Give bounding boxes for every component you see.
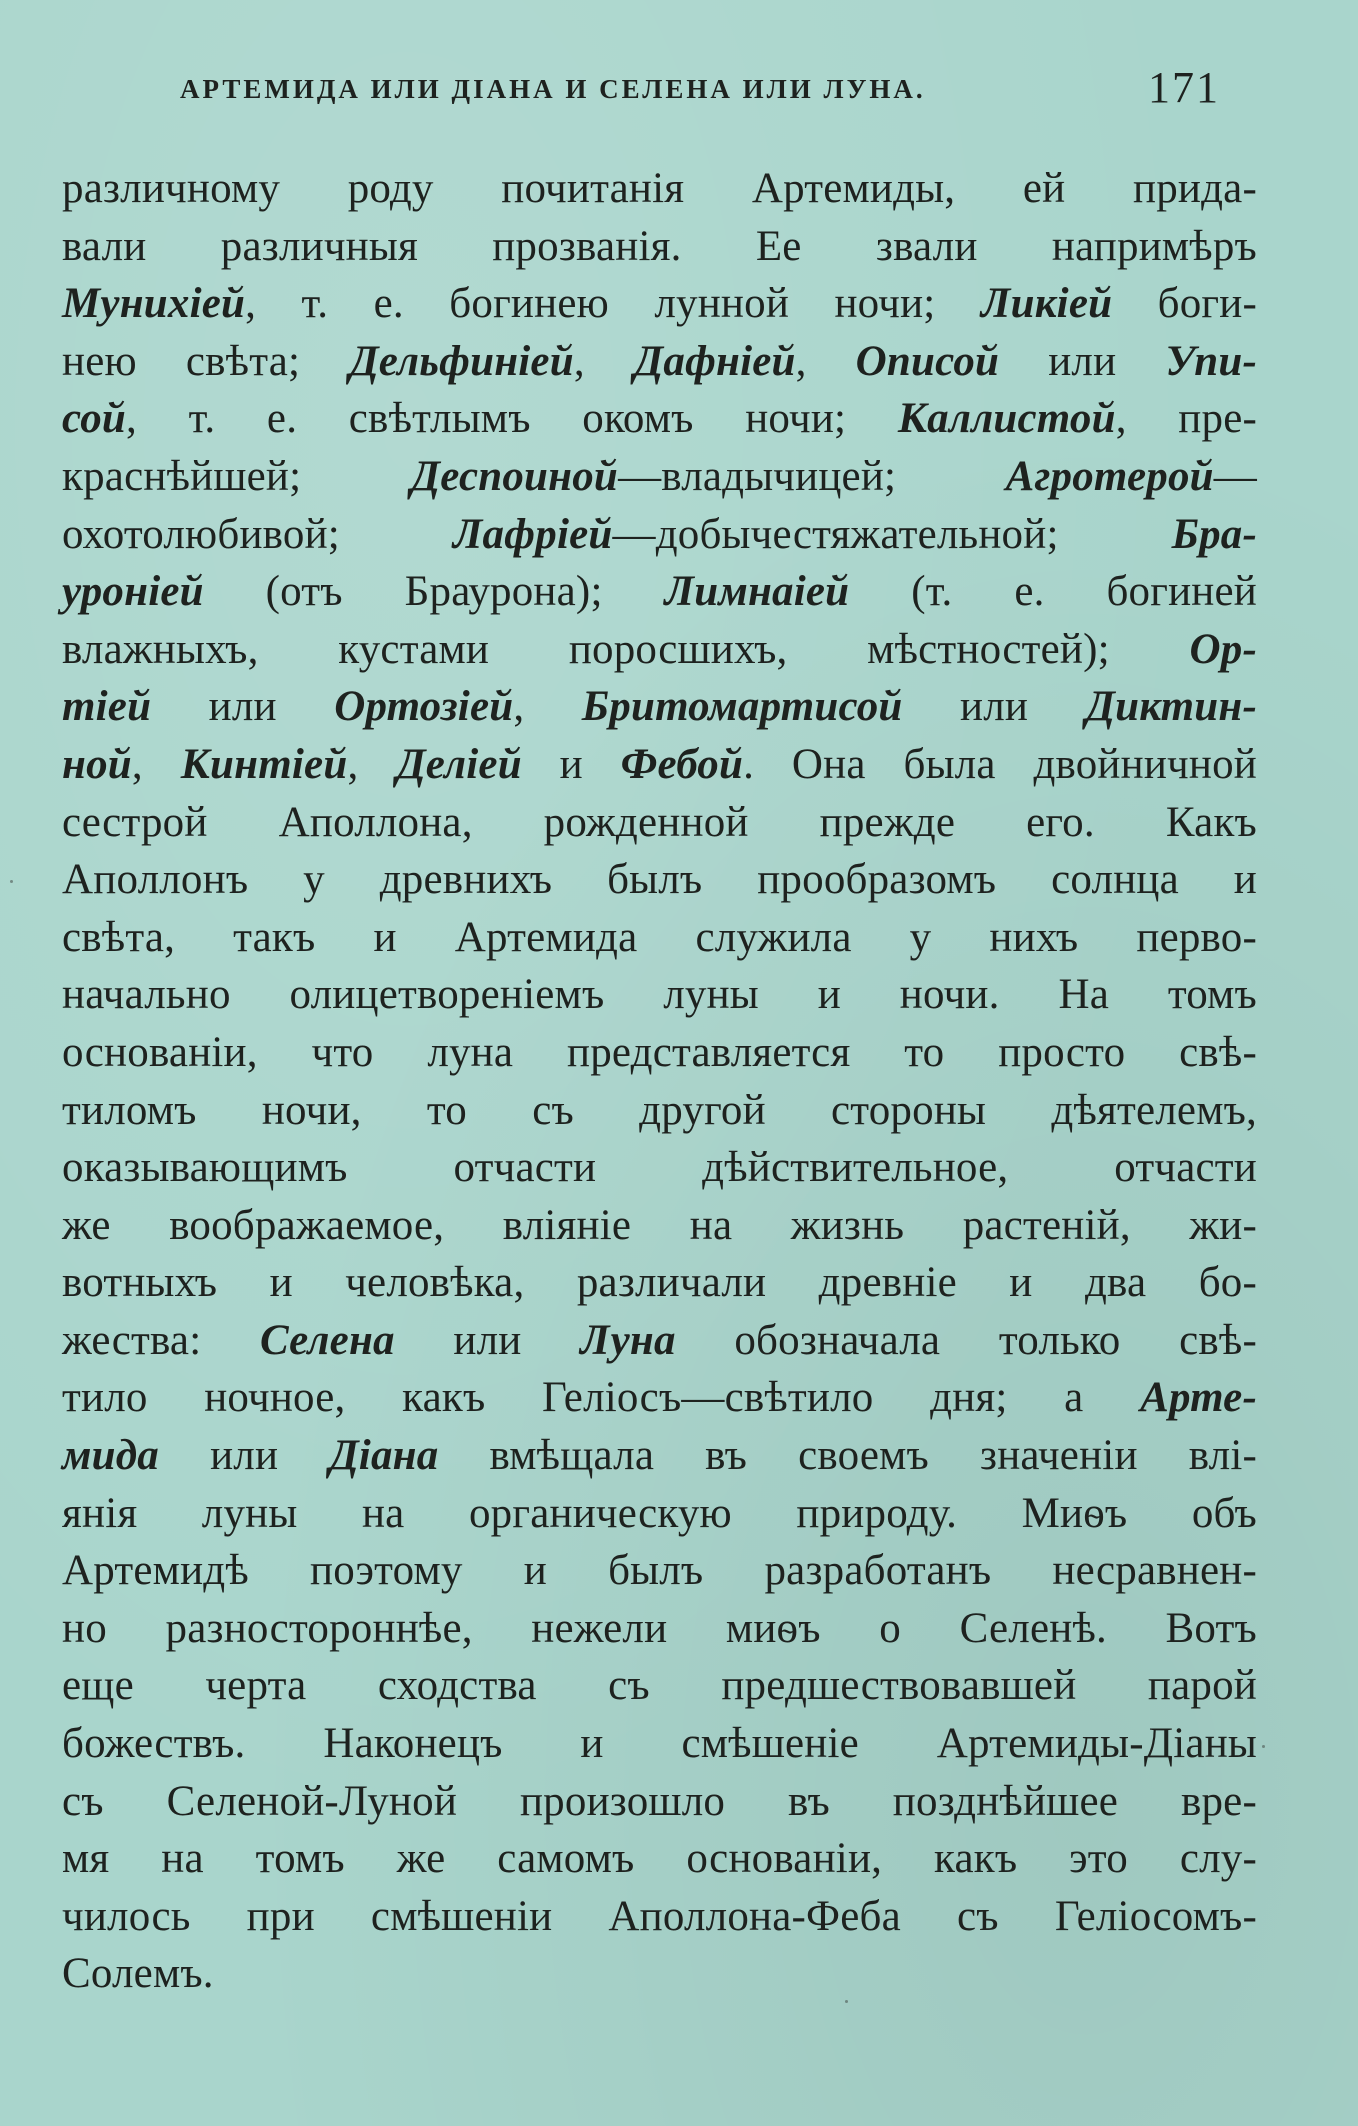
text-line: съ Селеной-Луной произошло въ позднѣйшее вре- <box>62 1777 1257 1825</box>
text-line: же воображаемое, вліяніе на жизнь растеній, жи- <box>62 1201 1257 1249</box>
page-number: 171 <box>1148 63 1220 112</box>
text-line: вотныхъ и человѣка, различали древніе и два бо- <box>62 1259 1257 1307</box>
text-line: нею свѣта; Дельфиніей, Дафніей, Описой или Упи- <box>62 337 1257 385</box>
text-line: различному роду почитанія Артемиды, ей прида- <box>62 165 1257 212</box>
text-line: божествъ. Наконецъ и смѣшеніе Артемиды-Діаны <box>62 1720 1257 1768</box>
text-line: влажныхъ, кустами поросшихъ, мѣстностей); Ор- <box>62 625 1257 673</box>
text-line: основаніи, что луна представляется то просто свѣ- <box>62 1028 1257 1076</box>
text-line: тіей или Ортозіей, Бритомартисой или Диктин- <box>62 683 1258 731</box>
text-line: янія луны на органическую природу. Миѳъ объ <box>62 1489 1257 1537</box>
text-line: тиломъ ночи, то съ другой стороны дѣятелемъ, <box>62 1086 1257 1134</box>
text-line: чилось при смѣшеніи Аполлона-Феба съ Геліосомъ- <box>62 1892 1257 1940</box>
running-head <box>60 62 1220 122</box>
text-line: жества: Селена или Луна обозначала только свѣ- <box>62 1316 1258 1364</box>
text-line: охотолюбивой; Лафріей—добычестяжательной; Бра- <box>62 510 1257 558</box>
text-line: оказывающимъ отчасти дѣйствительное, отчасти <box>62 1144 1257 1192</box>
text-line: мида или Діана вмѣщала въ своемъ значеніи влі- <box>62 1432 1257 1480</box>
text-line: сой, т. е. свѣтлымъ окомъ ночи; Каллистой, пре- <box>62 395 1258 443</box>
paper-speck <box>845 2000 848 2003</box>
text-line: свѣта, такъ и Артемида служила у нихъ перво- <box>62 913 1257 961</box>
text-line: тило ночное, какъ Геліосъ—свѣтило дня; а Арте- <box>62 1374 1257 1422</box>
running-head-title: АРТЕМИДА ИЛИ ДІАНА И СЕЛЕНА ИЛИ ЛУНА. <box>180 74 926 104</box>
text-line: вали различныя прозванія. Ее звали напримѣръ <box>62 222 1257 270</box>
text-line: краснѣйшей; Деспоиной—владычицей; Агротерой— <box>62 452 1257 500</box>
text-line: мя на томъ же самомъ основаніи, какъ это слу- <box>62 1835 1257 1883</box>
paper-speck <box>1262 1745 1265 1748</box>
text-line: Аполлонъ у древнихъ былъ прообразомъ солнца и <box>62 856 1257 904</box>
text-line: еще черта сходства съ предшествовавшей парой <box>62 1662 1257 1710</box>
text-line: начально олицетвореніемъ луны и ночи. На томъ <box>62 971 1257 1019</box>
text-line: но разностороннѣе, нежели миѳъ о Селенѣ. Вотъ <box>62 1604 1257 1652</box>
text-line: Артемидѣ поэтому и былъ разработанъ несравнен- <box>62 1547 1257 1595</box>
text-line: Мунихіей, т. е. богинею лунной ночи; Ликіей боги- <box>62 280 1257 328</box>
text-line: уроніей (отъ Браурона); Лимнаіей (т. е. богиней <box>62 568 1257 616</box>
text-line: сестрой Аполлона, рожденной прежде его. Какъ <box>62 798 1257 846</box>
paper-speck <box>10 880 13 883</box>
text-line: Солемъ. <box>62 1950 214 1998</box>
text-line: ной, Кинтіей, Деліей и Фебой. Она была двойничной <box>62 740 1258 788</box>
body-text <box>62 160 1257 2003</box>
